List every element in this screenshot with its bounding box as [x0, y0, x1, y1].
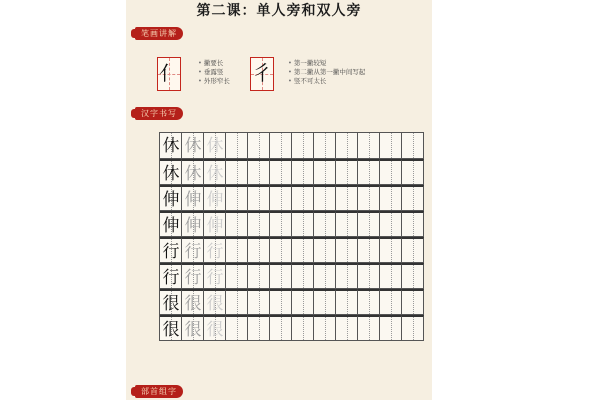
- grid-cell[interactable]: [160, 159, 182, 185]
- grid-cell[interactable]: [314, 289, 336, 315]
- grid-cell[interactable]: [160, 133, 182, 159]
- grid-cell[interactable]: [358, 315, 380, 341]
- worksheet-page: [126, 0, 432, 400]
- trace-character: 行: [184, 242, 202, 262]
- grid-cell[interactable]: [160, 237, 182, 263]
- section-badge-strokes: 笔画讲解: [135, 27, 183, 40]
- practice-grid: [159, 132, 424, 341]
- grid-cell[interactable]: [204, 133, 226, 159]
- grid-cell[interactable]: [336, 237, 358, 263]
- trace-character: 很: [184, 294, 202, 314]
- grid-cell[interactable]: [314, 315, 336, 341]
- grid-cell[interactable]: [270, 159, 292, 185]
- grid-cell[interactable]: [402, 263, 424, 289]
- grid-cell[interactable]: [380, 289, 402, 315]
- grid-cell[interactable]: [402, 315, 424, 341]
- model-character: 休: [162, 136, 180, 156]
- note-item: • 第一撇较短: [288, 59, 365, 68]
- trace-character: 伸: [206, 190, 224, 210]
- model-character: 休: [162, 164, 180, 184]
- grid-cell[interactable]: [248, 185, 270, 211]
- grid-cell[interactable]: [358, 289, 380, 315]
- grid-cell[interactable]: [270, 289, 292, 315]
- trace-character: 行: [184, 268, 202, 288]
- grid-cell[interactable]: [204, 237, 226, 263]
- grid-cell[interactable]: [248, 133, 270, 159]
- grid-cell[interactable]: [336, 315, 358, 341]
- grid-cell[interactable]: [270, 211, 292, 237]
- example-notes-2: [288, 59, 365, 86]
- example-box-2: [250, 57, 274, 91]
- note-item: • 垂露竖: [198, 68, 230, 77]
- grid-cell[interactable]: [160, 211, 182, 237]
- grid-cell[interactable]: [226, 185, 248, 211]
- grid-cell[interactable]: [314, 263, 336, 289]
- grid-cell[interactable]: [182, 263, 204, 289]
- grid-cell[interactable]: [226, 315, 248, 341]
- grid-cell[interactable]: [358, 263, 380, 289]
- grid-cell[interactable]: [402, 133, 424, 159]
- grid-cell[interactable]: [160, 315, 182, 341]
- grid-cell[interactable]: [402, 211, 424, 237]
- page-title: 第二课：单人旁和双人旁: [196, 3, 362, 19]
- trace-character: 伸: [206, 216, 224, 236]
- grid-cell[interactable]: [380, 159, 402, 185]
- grid-cell[interactable]: [204, 263, 226, 289]
- grid-cell[interactable]: [336, 159, 358, 185]
- model-character: 伸: [162, 216, 180, 236]
- trace-character: 很: [206, 320, 224, 340]
- grid-cell[interactable]: [270, 263, 292, 289]
- grid-cell[interactable]: [248, 289, 270, 315]
- grid-cell[interactable]: [314, 237, 336, 263]
- grid-cell[interactable]: [292, 263, 314, 289]
- grid-cell[interactable]: [204, 211, 226, 237]
- grid-cell[interactable]: [402, 289, 424, 315]
- grid-cell[interactable]: [226, 289, 248, 315]
- trace-character: 休: [206, 136, 224, 156]
- grid-cell[interactable]: [292, 237, 314, 263]
- grid-cell[interactable]: [314, 185, 336, 211]
- grid-cell[interactable]: [182, 211, 204, 237]
- grid-cell[interactable]: [314, 133, 336, 159]
- grid-cell[interactable]: [358, 159, 380, 185]
- trace-character: 休: [206, 164, 224, 184]
- note-item: • 撇要长: [198, 59, 230, 68]
- grid-cell[interactable]: [270, 237, 292, 263]
- grid-cell[interactable]: [182, 185, 204, 211]
- grid-cell[interactable]: [314, 159, 336, 185]
- model-character: 行: [162, 268, 180, 288]
- grid-cell[interactable]: [358, 237, 380, 263]
- grid-cell[interactable]: [402, 237, 424, 263]
- grid-cell[interactable]: [336, 263, 358, 289]
- grid-cell[interactable]: [182, 237, 204, 263]
- grid-cell[interactable]: [336, 185, 358, 211]
- grid-cell[interactable]: [248, 237, 270, 263]
- grid-cell[interactable]: [380, 315, 402, 341]
- model-character: 很: [162, 294, 180, 314]
- grid-cell[interactable]: [226, 133, 248, 159]
- section-badge-combine: 部首组字: [135, 385, 183, 398]
- grid-cell[interactable]: [358, 185, 380, 211]
- grid-cell[interactable]: [226, 237, 248, 263]
- example-glyph-1: 亻: [159, 61, 179, 85]
- example-box-1: [157, 57, 181, 91]
- grid-cell[interactable]: [182, 289, 204, 315]
- note-item: • 外形窄长: [198, 77, 230, 86]
- note-item: • 第二撇从第一撇中间写起: [288, 68, 365, 77]
- grid-cell[interactable]: [204, 185, 226, 211]
- grid-cell[interactable]: [160, 263, 182, 289]
- grid-cell[interactable]: [358, 211, 380, 237]
- grid-cell[interactable]: [380, 237, 402, 263]
- trace-character: 行: [206, 242, 224, 262]
- example-glyph-2: 彳: [252, 61, 272, 85]
- grid-cell[interactable]: [248, 211, 270, 237]
- grid-cell[interactable]: [160, 185, 182, 211]
- example-notes-1: [198, 59, 230, 86]
- grid-cell[interactable]: [292, 315, 314, 341]
- grid-cell[interactable]: [292, 159, 314, 185]
- grid-cell[interactable]: [226, 211, 248, 237]
- grid-cell[interactable]: [336, 211, 358, 237]
- grid-cell[interactable]: [380, 185, 402, 211]
- grid-cell[interactable]: [182, 315, 204, 341]
- grid-cell[interactable]: [226, 159, 248, 185]
- trace-character: 很: [184, 320, 202, 340]
- grid-cell[interactable]: [160, 289, 182, 315]
- grid-cell[interactable]: [380, 211, 402, 237]
- grid-cell[interactable]: [402, 185, 424, 211]
- grid-cell[interactable]: [248, 263, 270, 289]
- grid-cell[interactable]: [182, 133, 204, 159]
- grid-cell[interactable]: [336, 289, 358, 315]
- grid-cell[interactable]: [292, 185, 314, 211]
- grid-cell[interactable]: [314, 211, 336, 237]
- model-character: 很: [162, 320, 180, 340]
- grid-cell[interactable]: [380, 263, 402, 289]
- trace-character: 休: [184, 164, 202, 184]
- section-badge-writing: 汉字书写: [135, 107, 183, 120]
- grid-cell[interactable]: [204, 289, 226, 315]
- model-character: 行: [162, 242, 180, 262]
- trace-character: 很: [206, 294, 224, 314]
- note-item: • 竖不可太长: [288, 77, 365, 86]
- grid-cell[interactable]: [204, 315, 226, 341]
- trace-character: 休: [184, 136, 202, 156]
- trace-character: 行: [206, 268, 224, 288]
- grid-cell[interactable]: [270, 315, 292, 341]
- grid-cell[interactable]: [336, 133, 358, 159]
- model-character: 伸: [162, 190, 180, 210]
- grid-cell[interactable]: [380, 133, 402, 159]
- trace-character: 伸: [184, 216, 202, 236]
- grid-cell[interactable]: [226, 263, 248, 289]
- grid-cell[interactable]: [182, 159, 204, 185]
- grid-cell[interactable]: [402, 159, 424, 185]
- grid-cell[interactable]: [204, 159, 226, 185]
- grid-cell[interactable]: [292, 211, 314, 237]
- grid-cell[interactable]: [270, 185, 292, 211]
- grid-cell[interactable]: [270, 133, 292, 159]
- grid-cell[interactable]: [292, 289, 314, 315]
- trace-character: 伸: [184, 190, 202, 210]
- grid-cell[interactable]: [292, 133, 314, 159]
- grid-cell[interactable]: [248, 159, 270, 185]
- grid-cell[interactable]: [248, 315, 270, 341]
- grid-cell[interactable]: [358, 133, 380, 159]
